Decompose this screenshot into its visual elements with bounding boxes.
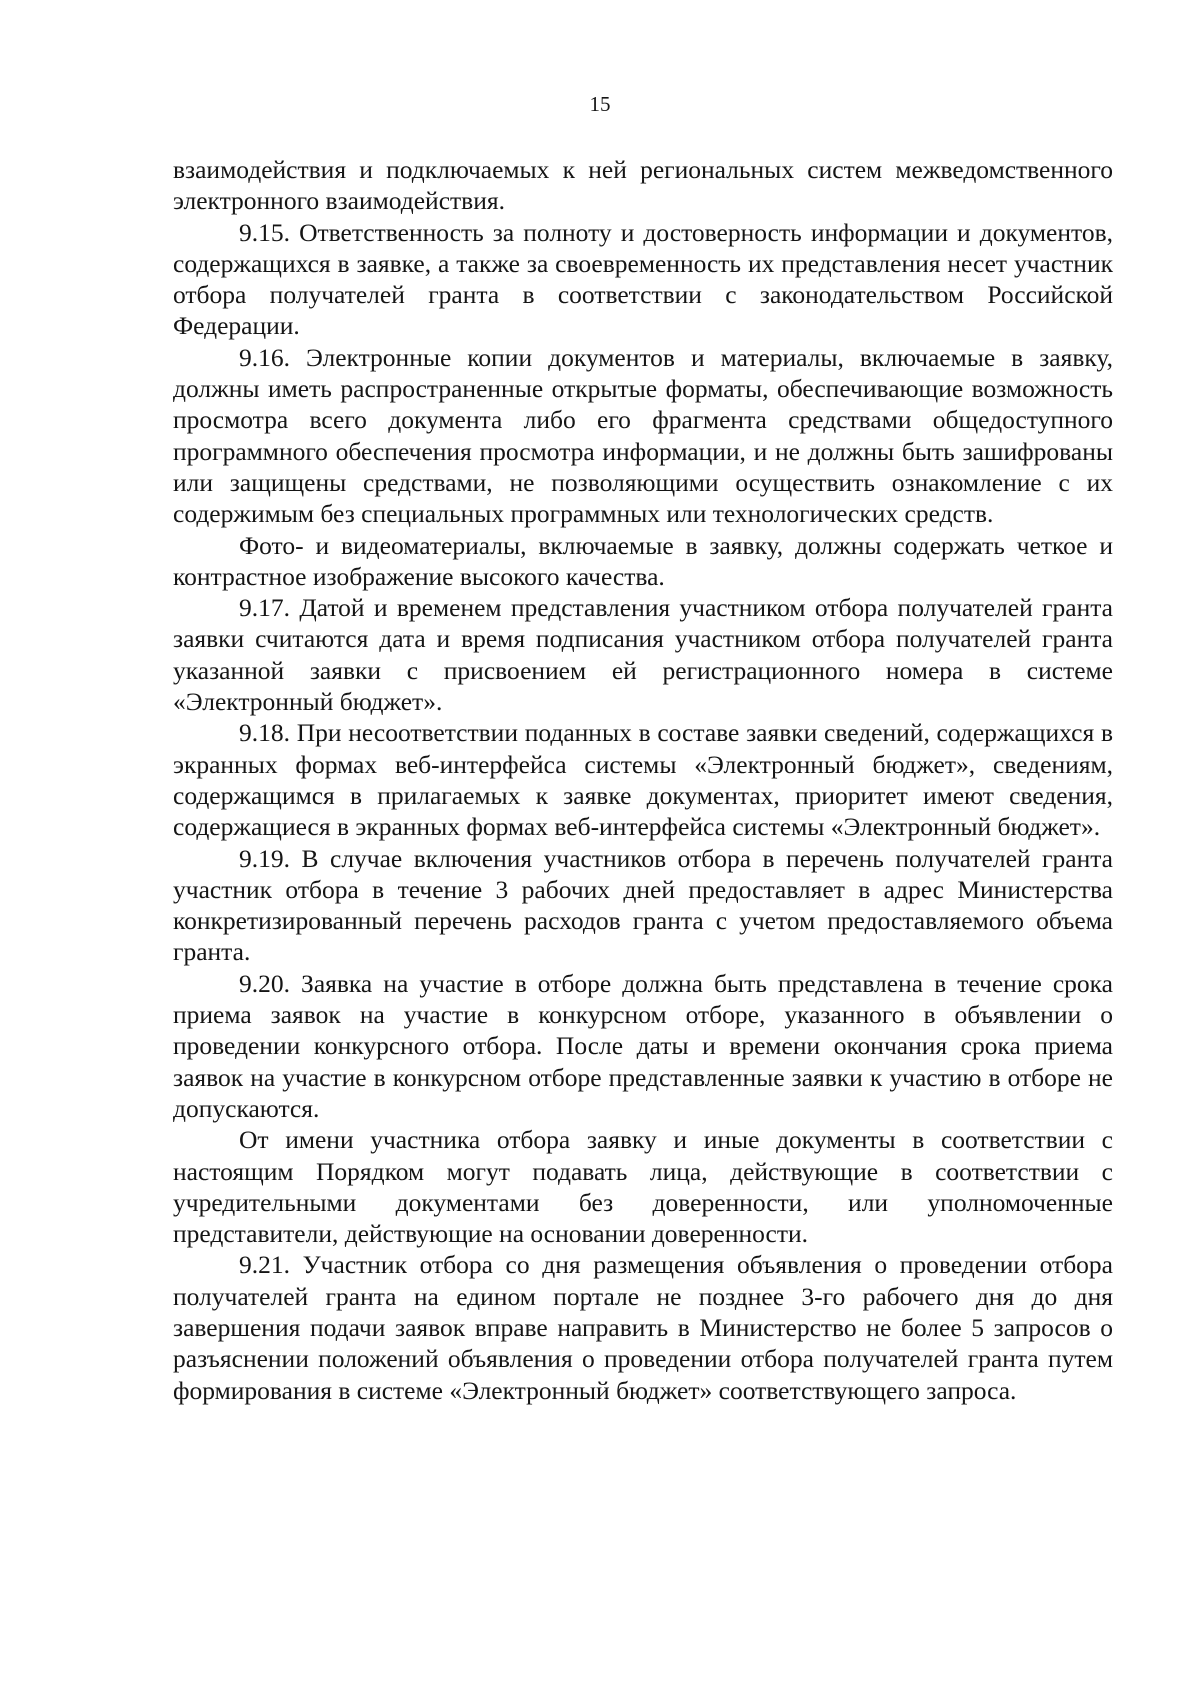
paragraph-9-17: 9.17. Датой и временем представления участником отбора получателей гранта заявки считаются дата и время подписания участником отбора получателей гранта указанной заявки с присвоением ей регистрационного номера в системе «Электронный бюджет». — [173, 593, 1113, 717]
paragraph-9-21: 9.21. Участник отбора со дня размещения объявления о проведении отбора получателей гранта на едином портале не позднее 3-го рабочего дня до дня завершения подачи заявок вправе направить в Министерство не более 5 запросов о разъяснении положений объявления о проведении отбора получателей гранта путем формирования в системе «Электронный бюджет» соответствующего запроса. — [173, 1250, 1113, 1405]
paragraph-9-20: 9.20. Заявка на участие в отборе должна быть представлена в течение срока приема заявок на участие в конкурсном отборе, указанного в объявлении о проведении конкурсного отбора. После даты и времени окончания срока приема заявок на участие в конкурсном отборе представленные заявки к участию в отборе не допускаются. — [173, 968, 1113, 1123]
paragraph-9-15: 9.15. Ответственность за полноту и достоверность информации и документов, содержащихся в заявке, а также за своевременность их представления несет участник отбора получателей гранта в соответствии с законодательством Российской Федерации. — [173, 217, 1113, 341]
paragraph-9-16: 9.16. Электронные копии документов и материалы, включаемые в заявку, должны иметь распространенные открытые форматы, обеспечивающие возможность просмотра всего документа либо его фрагмента средствами общедоступного программного обеспечения просмотра информации, и не должны быть зашифрованы или защищены средствами, не позволяющими осуществить ознакомление с их содержимым без специальных программных или технологических средств. — [173, 342, 1113, 529]
page-number: 15 — [589, 92, 611, 116]
document-body — [173, 154, 1113, 1406]
paragraph-photo-video: Фото- и видеоматериалы, включаемые в заявку, должны содержать четкое и контрастное изображение высокого качества. — [173, 530, 1113, 591]
paragraph-representatives: От имени участника отбора заявку и иные документы в соответствии с настоящим Порядком могут подавать лица, действующие в соответствии с учредительными документами без доверенности, или уполномоченные представители, действующие на основании доверенности. — [173, 1125, 1113, 1249]
paragraph-9-18: 9.18. При несоответствии поданных в составе заявки сведений, содержащихся в экранных формах веб-интерфейса системы «Электронный бюджет», сведениям, содержащимся в прилагаемых к заявке документах, приоритет имеют сведения, содержащиеся в экранных формах веб-интерфейса системы «Электронный бюджет». — [173, 718, 1113, 842]
paragraph-9-19: 9.19. В случае включения участников отбора в перечень получателей гранта участник отбора в течение 3 рабочих дней предоставляет в адрес Министерства конкретизированный перечень расходов гранта с учетом предоставляемого объема гранта. — [173, 843, 1113, 967]
paragraph-continuation: взаимодействия и подключаемых к ней региональных систем межведомственного электронного взаимодействия. — [173, 155, 1113, 216]
